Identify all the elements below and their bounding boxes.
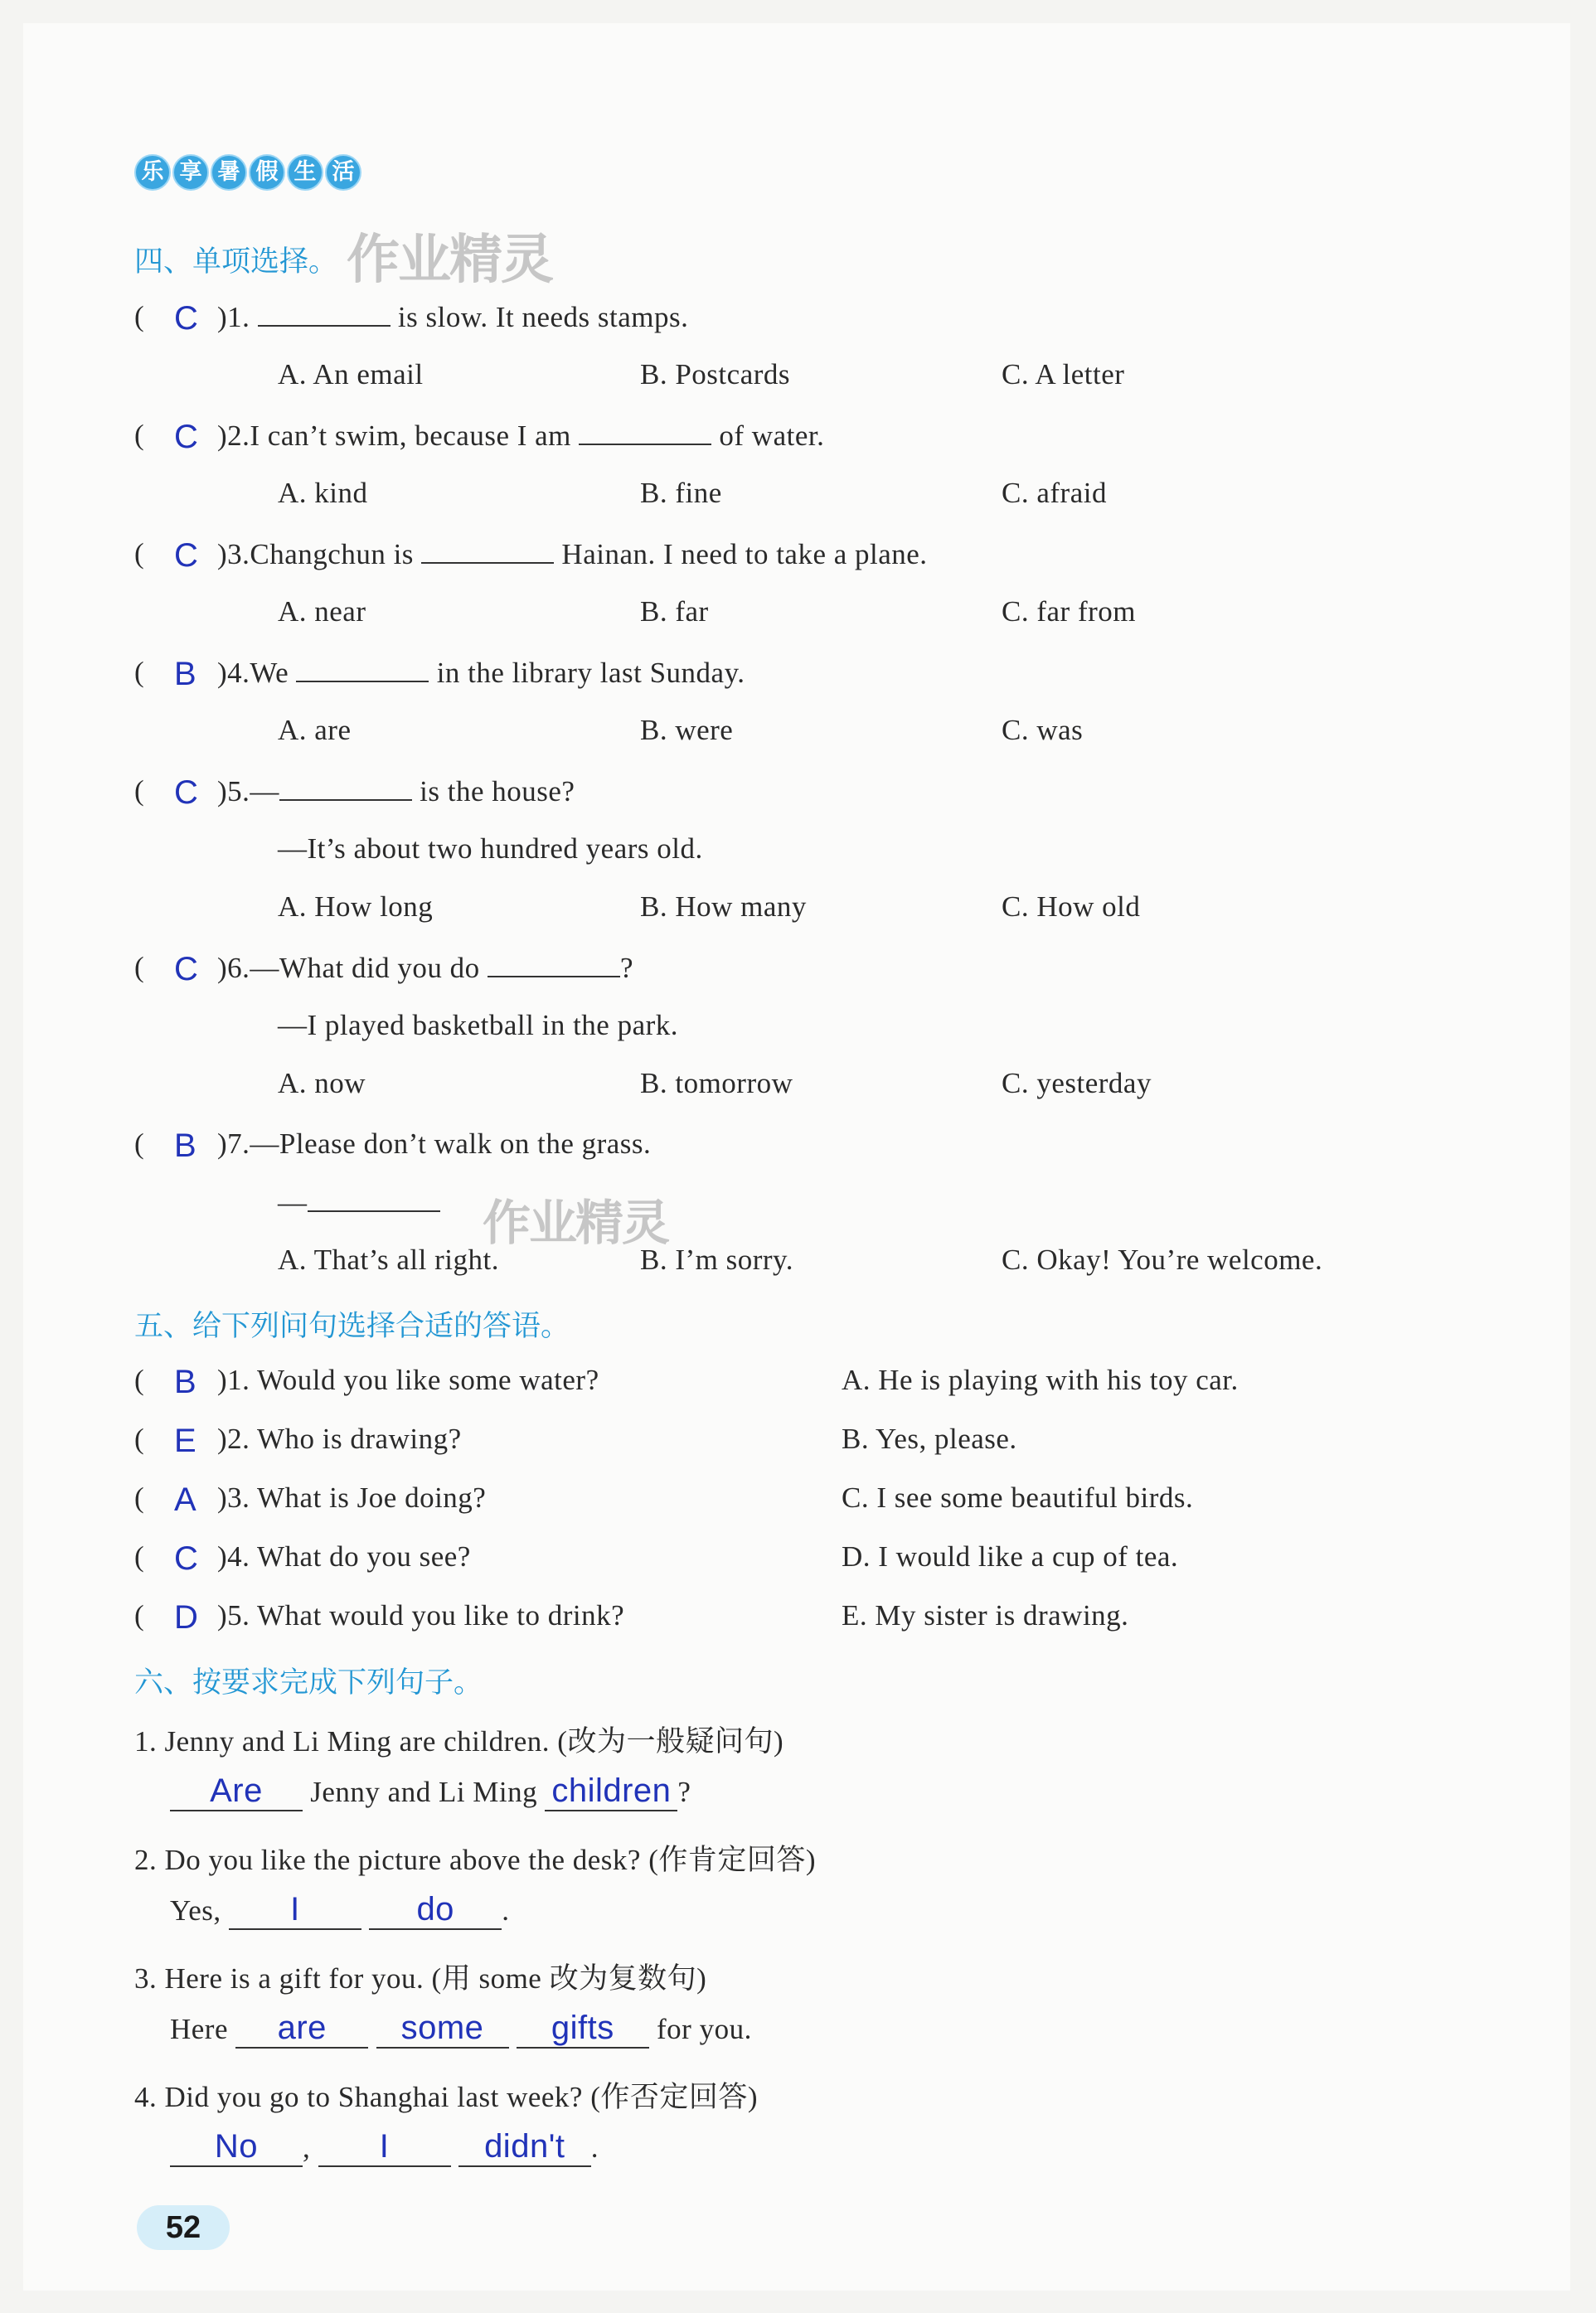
option-a: A. near (278, 595, 366, 628)
answer-letter: C (174, 774, 198, 811)
paren-open: ( (134, 419, 144, 451)
question-number: 2. (227, 419, 250, 452)
paren-open: ( (134, 774, 144, 807)
answer-letter: B (174, 656, 196, 692)
sentence-end: . (590, 2131, 599, 2164)
filled-blank: No (170, 2128, 303, 2167)
sentence-text: Here (170, 2013, 229, 2045)
question-line: )5.— is the house? (217, 775, 575, 807)
option-a: A. kind (278, 477, 368, 509)
question-number: 3. (227, 538, 250, 570)
section4-title: 四、单项选择。 (134, 245, 338, 279)
answer-letter: C (174, 419, 198, 455)
option-b: B. How many (640, 890, 807, 923)
banner-char: 假 (249, 154, 285, 191)
option-b: B. I’m sorry. (640, 1244, 794, 1276)
question-stem: Changchun is (250, 538, 414, 570)
answer-option: B. Yes, please. (842, 1423, 1017, 1455)
question-stem: in the library last Sunday. (436, 657, 745, 689)
question-stem: —What did you do (250, 952, 480, 984)
option-b: B. far (640, 595, 709, 628)
option-b: B. Postcards (640, 358, 790, 390)
option-b: B. were (640, 714, 734, 746)
question-stem: We (250, 657, 289, 689)
paren-open: ( (134, 1127, 144, 1160)
option-a: A. How long (278, 890, 434, 923)
option-a: A. are (278, 714, 352, 746)
answer-option: A. He is playing with his toy car. (842, 1364, 1239, 1396)
answer-blank (279, 774, 412, 801)
dialogue-reply: —It’s about two hundred years old. (278, 832, 703, 865)
question-text: 4. What do you see? (227, 1540, 471, 1573)
answer-option: D. I would like a cup of tea. (842, 1540, 1179, 1573)
paren-open: ( (134, 1540, 144, 1573)
answer-blank (421, 537, 554, 564)
question-line: )2. Who is drawing? (217, 1423, 462, 1455)
question-text: 3. What is Joe doing? (227, 1481, 487, 1514)
sentence-end: . (502, 1894, 510, 1927)
answer-letter: A (174, 1481, 196, 1518)
sentence-text: Yes, (170, 1894, 221, 1927)
banner-char: 享 (172, 154, 209, 191)
question-line: )5. What would you like to drink? (217, 1599, 625, 1632)
option-b: B. tomorrow (640, 1067, 793, 1099)
rewrite-prompt: 4. Did you go to Shanghai last week? (作否定回答) (134, 2081, 759, 2113)
option-c: C. far from (1002, 595, 1136, 628)
page-number: 52 (137, 2205, 230, 2250)
paren-open: ( (134, 951, 144, 983)
section5-title: 五、给下列问句选择合适的答语。 (134, 1310, 570, 1343)
question-stem: I can’t swim, because I am (250, 419, 571, 452)
question-line: )7.—Please don’t walk on the grass. (217, 1127, 652, 1160)
option-a: A. now (278, 1067, 366, 1099)
paren-open: ( (134, 537, 144, 570)
question-stem: is slow. It needs stamps. (397, 301, 689, 333)
watermark: 作业精灵 (483, 1195, 669, 1251)
question-line: )4. What do you see? (217, 1540, 471, 1573)
paren-open: ( (134, 1481, 144, 1514)
question-line: )3.Changchun is Hainan. I need to take a plane. (217, 538, 928, 570)
filled-blank: didn't (458, 2128, 591, 2167)
filled-blank: I (318, 2128, 451, 2167)
rewrite-answer-line (170, 1891, 509, 1930)
question-line: )1. is slow. It needs stamps. (217, 301, 689, 333)
dialogue-reply: —I played basketball in the park. (278, 1009, 679, 1041)
answer-blank (579, 419, 711, 445)
option-c: C. yesterday (1002, 1067, 1152, 1099)
paren-open: ( (134, 1599, 144, 1632)
paren-open: ( (134, 656, 144, 688)
paren-open: ( (134, 1364, 144, 1396)
rewrite-prompt: 1. Jenny and Li Ming are children. (改为一般疑问句) (134, 1725, 784, 1758)
question-number: 7. (227, 1127, 250, 1160)
question-line: )1. Would you like some water? (217, 1364, 599, 1396)
filled-blank: I (229, 1891, 361, 1930)
answer-letter: B (174, 1364, 196, 1400)
rewrite-prompt: 3. Here is a gift for you. (用 some 改为复数句) (134, 1962, 707, 1995)
option-c: C. was (1002, 714, 1084, 746)
option-a: A. That’s all right. (278, 1244, 499, 1276)
answer-letter: D (174, 1599, 198, 1636)
question-stem: Hainan. I need to take a plane. (561, 538, 928, 570)
answer-blank (258, 300, 391, 327)
comma: , (303, 2131, 311, 2164)
banner-char: 活 (325, 154, 361, 191)
banner-char: 暑 (211, 154, 247, 191)
answer-letter: B (174, 1127, 196, 1164)
question-text: 5. What would you like to drink? (227, 1599, 625, 1632)
question-line: )3. What is Joe doing? (217, 1481, 487, 1514)
answer-blank (308, 1186, 440, 1212)
question-line: )2.I can’t swim, because I am of water. (217, 419, 825, 452)
question-number: 5. (227, 775, 250, 807)
rewrite-answer-line (170, 2010, 752, 2049)
question-stem: is the house? (420, 775, 575, 807)
section6-title: 六、按要求完成下列句子。 (134, 1666, 483, 1700)
banner-char: 乐 (134, 154, 171, 191)
filled-blank: gifts (517, 2010, 649, 2049)
answer-letter: C (174, 1540, 198, 1577)
option-c: C. afraid (1002, 477, 1107, 509)
option-c: C. Okay! You’re welcome. (1002, 1244, 1323, 1276)
question-number: 1. (227, 301, 250, 333)
answer-option: C. I see some beautiful birds. (842, 1481, 1194, 1514)
filled-blank: Are (170, 1772, 303, 1811)
question-stem: —Please don’t walk on the grass. (250, 1127, 652, 1160)
answer-blank (488, 951, 620, 977)
answer-option: E. My sister is drawing. (842, 1599, 1129, 1632)
question-number: 6. (227, 952, 250, 984)
paren-open: ( (134, 300, 144, 332)
answer-letter: C (174, 951, 198, 987)
banner-char: 生 (287, 154, 323, 191)
filled-blank: children (545, 1772, 677, 1811)
question-line: )6.—What did you do ? (217, 952, 633, 984)
rewrite-prompt: 2. Do you like the picture above the desk? (作肯定回答) (134, 1844, 817, 1876)
filled-blank: are (235, 2010, 368, 2049)
question-number: 4. (227, 657, 250, 689)
option-b: B. fine (640, 477, 722, 509)
question-text: 1. Would you like some water? (227, 1364, 599, 1396)
option-c: C. How old (1002, 890, 1141, 923)
dialogue-reply (278, 1186, 440, 1220)
rewrite-answer-line (170, 2128, 599, 2167)
option-a: A. An email (278, 358, 424, 390)
dash: — (278, 1186, 308, 1219)
question-stem: ? (619, 952, 633, 984)
filled-blank: some (376, 2010, 509, 2049)
answer-letter: C (174, 300, 198, 337)
paren-open: ( (134, 1423, 144, 1455)
answer-letter: E (174, 1423, 196, 1459)
option-c: C. A letter (1002, 358, 1125, 390)
filled-blank: do (369, 1891, 502, 1930)
question-text: 2. Who is drawing? (227, 1423, 462, 1455)
question-stem: of water. (719, 419, 825, 452)
rewrite-answer-line (170, 1772, 691, 1811)
answer-letter: C (174, 537, 198, 574)
question-stem: — (250, 775, 279, 807)
sentence-end: for you. (657, 2013, 752, 2045)
answer-blank (296, 656, 429, 682)
watermark: 作业精灵 (347, 230, 552, 291)
header-banner (134, 154, 361, 191)
question-line: )4.We in the library last Sunday. (217, 657, 745, 689)
sentence-text: Jenny and Li Ming (310, 1776, 538, 1808)
sentence-end: ? (677, 1776, 691, 1808)
